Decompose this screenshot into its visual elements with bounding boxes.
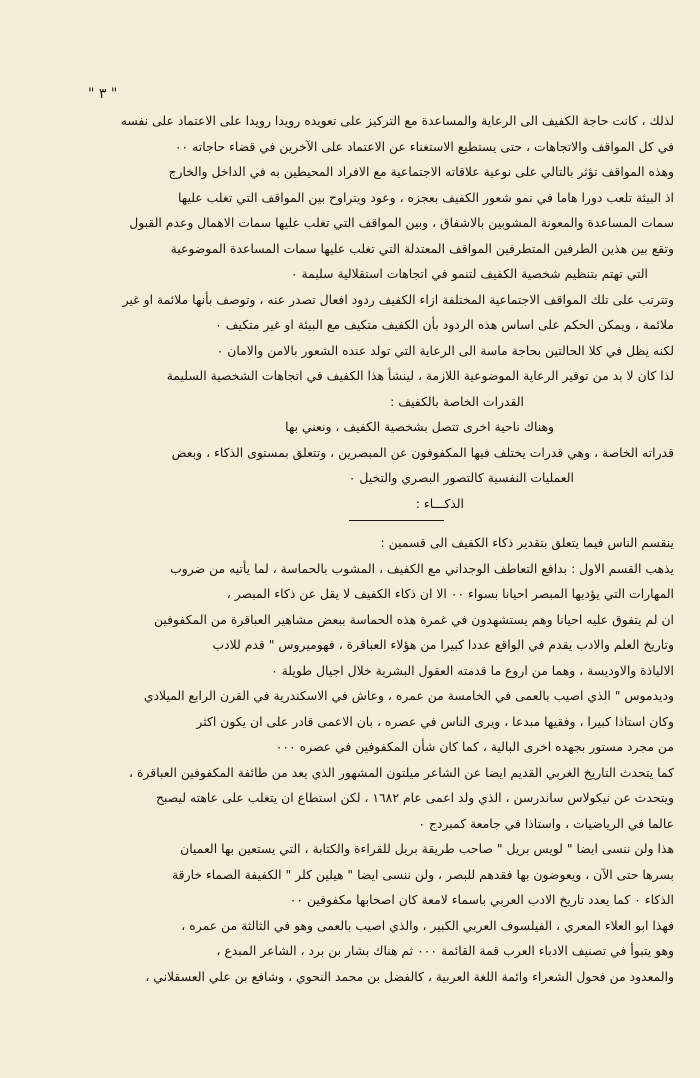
text-line-24: وكان استاذا كبيرا ، وفقيها مبدعا ، ويرى الناس في عصره ، بان الاعمى قادر على ان يكون اكثر xyxy=(196,713,674,729)
text-line-9: ملائمة ، ويمكن الحكم على اساس هذه الردود بأن الكفيف متكيف مع البيئة او غير متكيف ٠ xyxy=(215,317,674,332)
text-line-22: الالياذة والاوديسة ، وهما من اروع ما قدمته العقول البشرية خلال اجيال طويلة ٠ xyxy=(271,662,674,678)
page-number: " ٣ " xyxy=(88,86,118,102)
text-line-30: بسرها حتى الآن ، ويعوضون بها فقدهم للبصر ، ولن ننسى ايضا " هيلين كلر " الكفيفة الصماء خارقة xyxy=(172,866,674,882)
text-line-2: في كل المواقف والاتجاهات ، حتى يستطيع الاستغناء عن الاعتماد على الآخرين في قضاء حاجاته ٠٠ xyxy=(174,138,674,154)
text-line-4: اذ البيئة تلعب دورا هاما في نمو شعور الكفيف بعجزه ، وعود ويتراوح بين المواقف التي تغلب عليها xyxy=(177,189,674,205)
text-line-1: لذلك ، كانت حاجة الكفيف الى الرعاية والمساعدة مع التركيز على تعويده رويدا رويدا على الاعتماد على نفسه xyxy=(120,113,674,128)
text-line-31: الذكاء ٠ كما يعدد تاريخ الادب العربي باسماء لامعة كان اصحابها مكفوفين ٠٠ xyxy=(289,892,674,907)
text-line-33: وهو يتبوأ في تصنيف الادباء العرب قمة القائمة ٠٠٠ ثم هناك بشار بن برد ، الشاعر المبدع ، xyxy=(216,943,674,958)
text-line-20: ان لم يتفوق عليه احيانا وهم يستشهدون في غمرة هذه الحماسة ببعض مشاهير العباقرة من المكفوفين xyxy=(153,611,674,627)
text-line-17: ينقسم الناس فيما يتعلق بتقدير ذكاء الكفيف الى قسمين : xyxy=(380,535,674,550)
text-line-18: يذهب القسم الاول : بدافع التعاطف الوجداني مع الكفيف ، المشوب بالحماسة ، لما يأتيه من ضروب xyxy=(170,560,674,576)
text-line-27: ويتحدث عن نيكولاس ساندرسن ، الذي ولد اعمى عام ١٦٨٢ ، لكن استطاع ان يتغلب على عاهته ليصبح xyxy=(156,790,674,805)
text-line-11: لذا كان لا بد من توفير الرعاية الموضوعية اللازمة ، لينشأ هذا الكفيف في اتجاهات الشخصية السليمة xyxy=(166,368,674,383)
section-heading-special-abilities: القدرات الخاصة بالكفيف : xyxy=(390,393,524,409)
text-line-10: لكنه يظل في كلا الحالتين بحاجة ماسة الى الرعاية التي تولد عنده الشعور بالامن والامان ٠ xyxy=(216,342,674,358)
text-line-14: قدراته الخاصة ، وهي قدرات يختلف فيها المكفوفون عن المبصرين ، وتتعلق بمستوى الذكاء ، وبعض xyxy=(171,444,674,460)
text-line-29: هذا ولن ننسى ايضا " لويس بريل " صاحب طريقة بريل للقراءة والكتابة ، التي يستعين بها العميان xyxy=(180,841,674,856)
text-line-5: سمات المساعدة والمعونة المشوبين بالاشفاق ، وبين المواقف التي تغلب عليها سمات الاهمال وعدم القبول xyxy=(129,215,674,230)
text-line-19: المهارات التي يؤديها المبصر احيانا بسواء ٠٠ الا ان ذكاء الكفيف لا يقل عن ذكاء المبصر ، xyxy=(226,586,674,601)
text-line-23: وديدموس " الذي اصيب بالعمى في الخامسة من عمره ، وعاش في الاسكندرية في القرن الرابع الميلادي xyxy=(143,688,674,703)
text-line-32: فهذا ابو العلاء المعري ، الفيلسوف العربي الكبير ، والذي اصيب بالعمى وهو في الثالثة من عمره ، xyxy=(181,917,674,933)
text-line-21: وتاريخ العلم والادب يقدم في الواقع عددا كبيرا من هؤلاء العباقرة ، فهوميروس " قدم للادب xyxy=(212,637,674,652)
text-line-15: العمليات النفسية كالتصور البصري والتخيل ٠ xyxy=(348,470,574,485)
text-line-25: من مجرد مستور بجهده اخرى البالية ، كما كان شأن المكفوفين في عصره ٠٠٠ xyxy=(275,739,674,754)
text-line-8: وتترتب على تلك المواقف الاجتماعية المختلفة ازاء الكفيف ردود افعال تصدر عنه ، وتوصف بأنها ملائمة او غير xyxy=(122,291,674,307)
text-line-28: عالما في الرياضيات ، واستاذا في جامعة كمبردج ٠ xyxy=(418,815,674,831)
section-heading-intelligence: الذكـــاء : xyxy=(415,495,464,511)
text-line-7: التي تهتم بتنظيم شخصية الكفيف لتنمو في اتجاهات استقلالية سليمة ٠ xyxy=(290,266,648,281)
text-line-13: وهناك ناحية اخرى تتصل بشخصية الكفيف ، ونعني بها xyxy=(285,419,554,434)
body-text xyxy=(28,108,674,989)
text-line-26: كما يتحدث التاريخ الغربي القديم ايضا عن الشاعر ميلتون المشهور الذي يعد من طائفة المكفوفين العباقرة ، xyxy=(129,764,674,780)
text-line-6: وتقع بين هذين الطرفين المتطرفين المواقف المعتدلة التي تغلب عليها سمات المساعدة الموضوعية xyxy=(170,240,674,256)
text-line-34: والمعدود من فحول الشعراء وائمة اللغة العربية ، كالفضل بن محمد النحوي ، وشافع بن علي العسقلاني ، xyxy=(145,968,674,984)
text-line-3: وهذه المواقف تؤثر بالتالي على نوعية علاقاته الاجتماعية مع الافراد المحيطين به في الداخل والخارج xyxy=(168,164,674,179)
section-divider xyxy=(28,516,674,530)
